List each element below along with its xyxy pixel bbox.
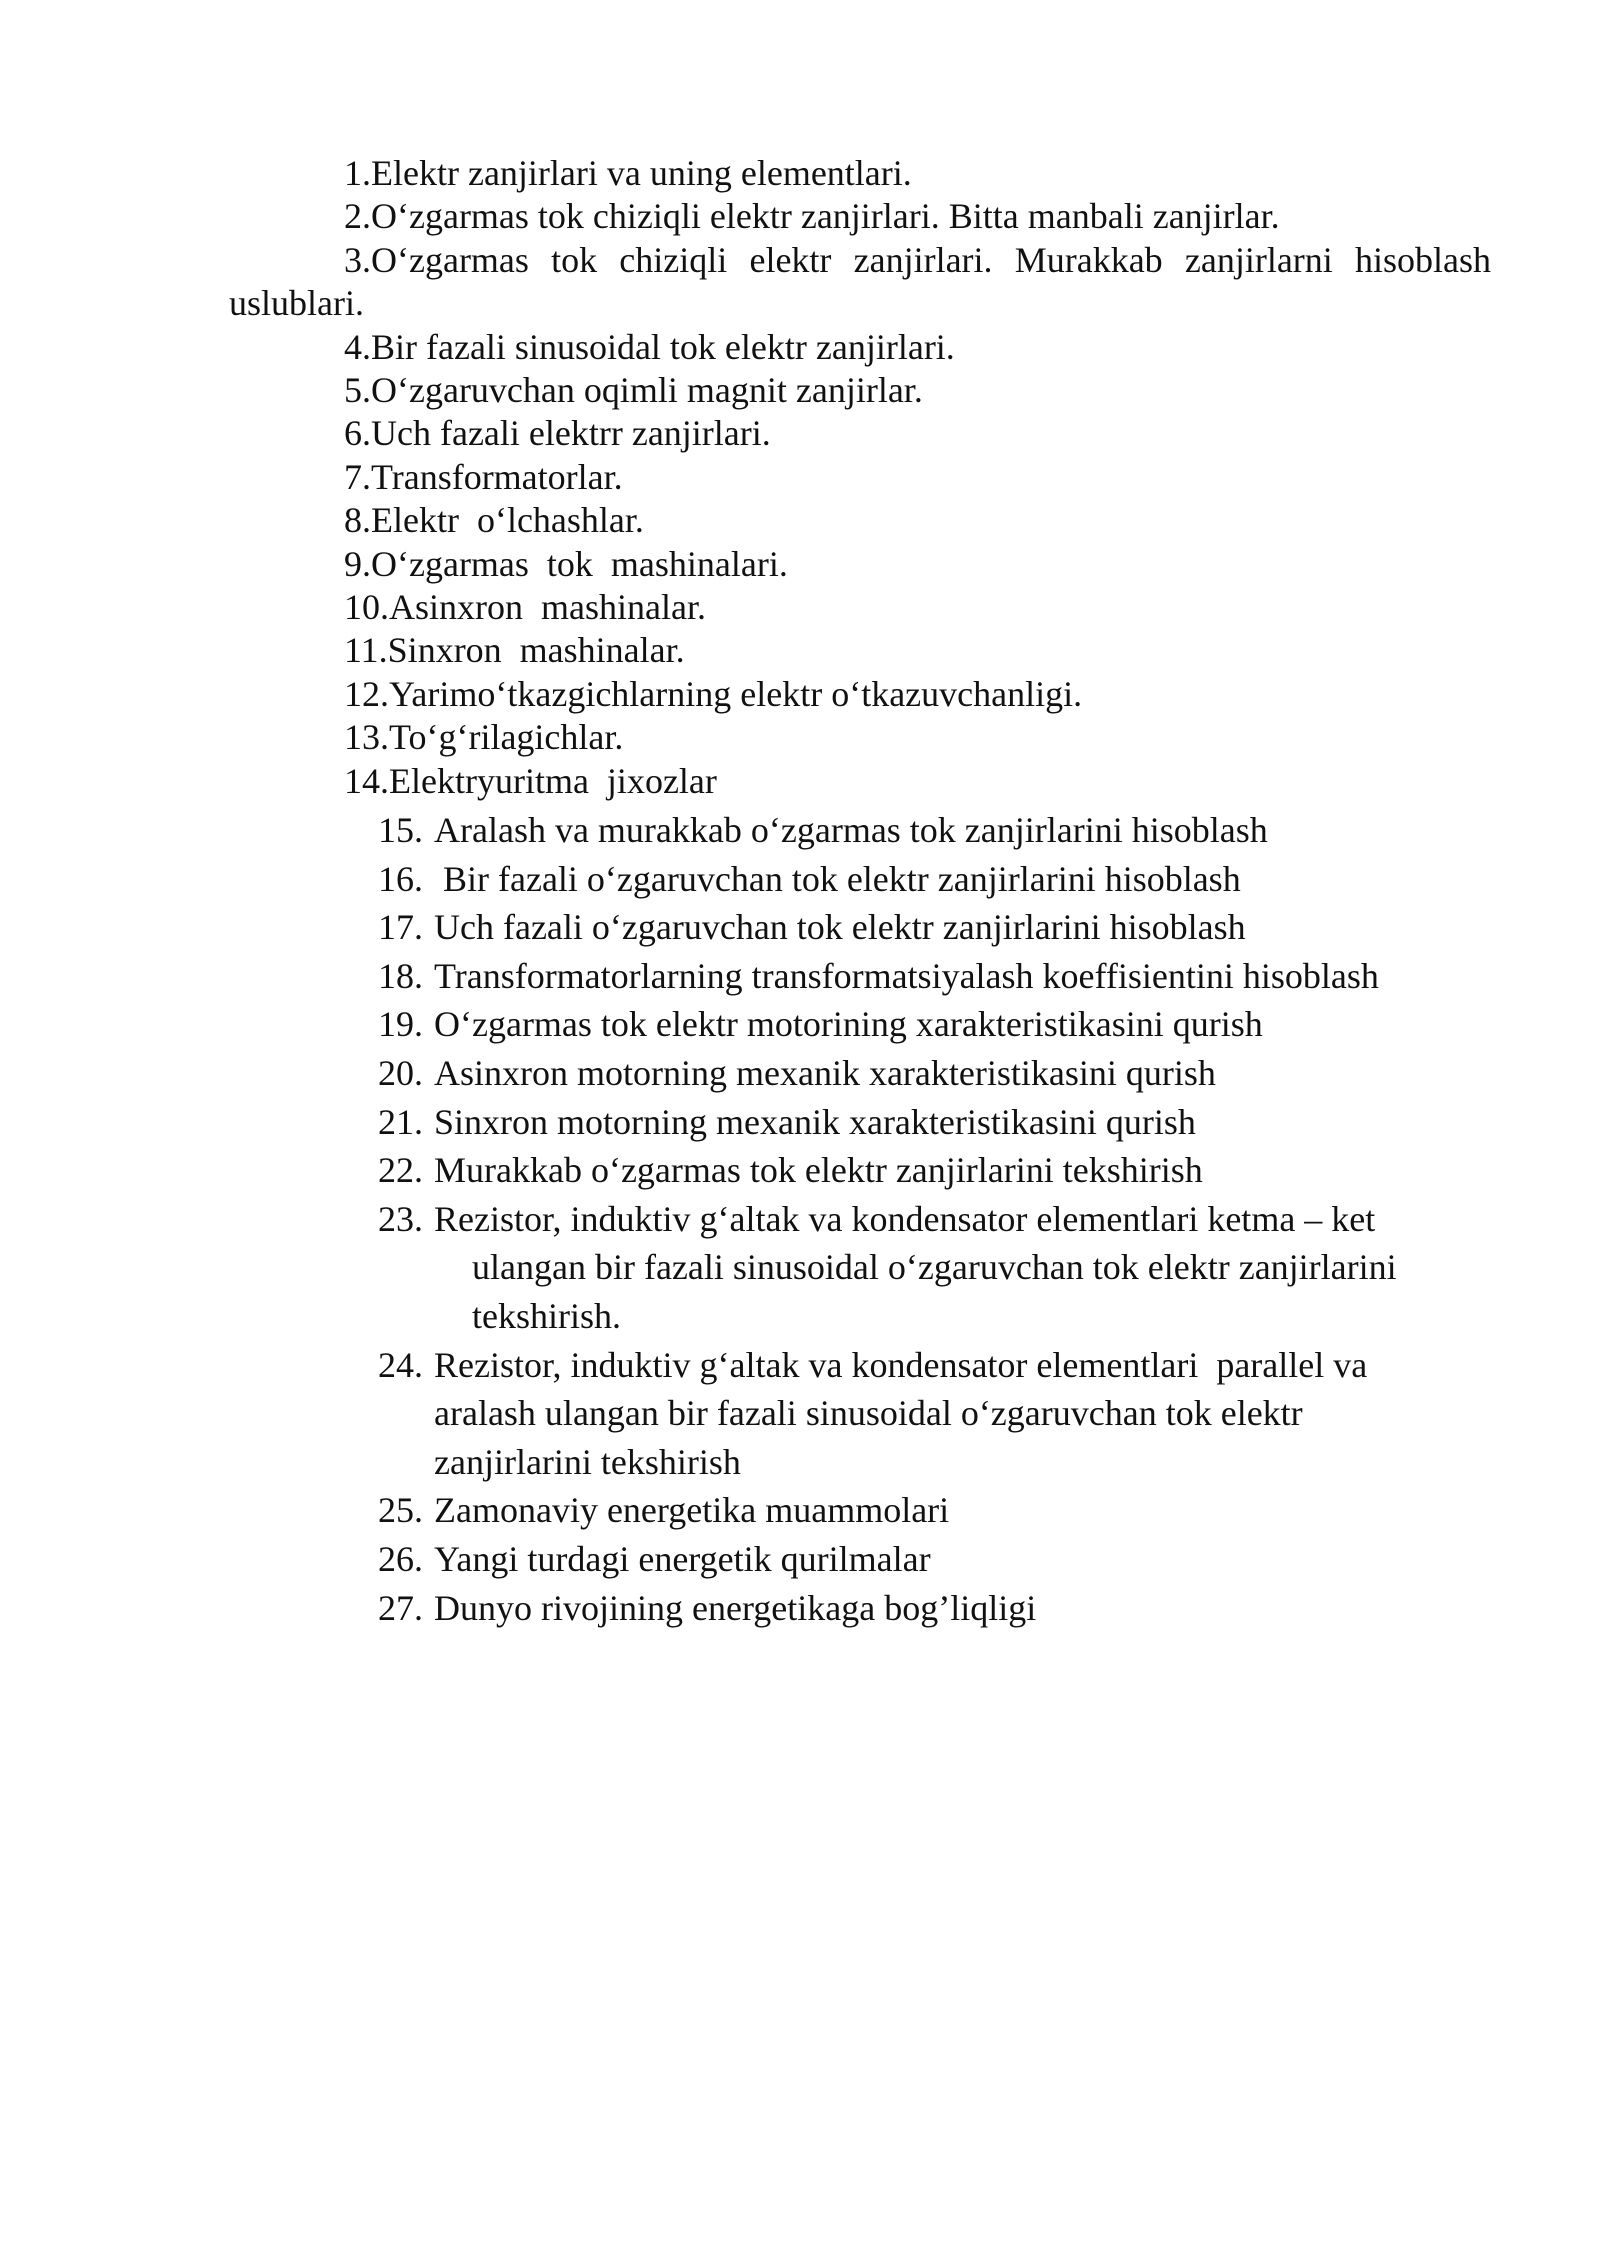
item-number: 17. [378,907,423,948]
list-item [378,1584,1448,1633]
list-item: 10.Asinxron mashinalar. [344,587,706,628]
item-number: 22. [378,1150,423,1191]
list-item: 4.Bir fazali sinusoidal tok elektr zanjirlari. [344,326,955,367]
list-item: 2.O‘zgarmas tok chiziqli elektr zanjirlari. Bitta manbali zanjirlar. [344,196,1280,237]
item-text: Yangi turdagi energetik qurilmalar [434,1538,931,1579]
item-number: 19. [378,1004,423,1045]
list-item [378,903,1448,952]
list-item: 14.Elektryuritma jixozlar [344,760,717,801]
list-item [378,1000,1448,1049]
item-text: Transformatorlarning transformatsiyalash koeffisientini hisoblash [434,955,1379,996]
list-item: 6.Uch fazali elektrr zanjirlari. [344,413,771,454]
list-item: 13.To‘g‘rilagichlar. [344,717,624,758]
item-number: 21. [378,1101,423,1142]
item-text: Uch fazali o‘zgaruvchan tok elektr zanjirlarini hisoblash [434,907,1246,948]
list-item: 1.Elektr zanjirlari va uning elementlari. [344,153,912,193]
list-item [378,806,1448,855]
list-item: 7.Transformatorlar. [344,456,623,497]
item-number: 18. [378,955,423,996]
topic-list-part-1 [229,152,1500,803]
list-item [378,1049,1448,1098]
list-item: 12.Yarimo‘tkazgichlarning elektr o‘tkazuvchanligi. [344,673,1083,714]
item-text: Rezistor, induktiv g‘altak va kondensator elementlari parallel va aralash ulangan bir fazali sinusoidal o‘zgaruvchan tok elektr zanjirlarini tekshirish [434,1344,1377,1482]
list-item [378,855,1448,904]
item-number: 15. [378,810,423,850]
list-item [378,1486,1448,1535]
list-item [378,1195,1448,1341]
item-number: 20. [378,1052,423,1093]
item-text: O‘zgarmas tok elektr motorining xarakteristikasini qurish [434,1004,1263,1045]
list-item [378,1098,1448,1147]
list-item [378,1535,1448,1584]
item-text: Aralash va murakkab o‘zgarmas tok zanjirlarini hisoblash [434,810,1268,850]
list-item [378,1146,1448,1195]
item-text: Asinxron motorning mexanik xarakteristikasini qurish [434,1052,1216,1093]
item-number: 24. [378,1344,423,1385]
list-item: 5.O‘zgaruvchan oqimli magnit zanjirlar. [344,370,923,411]
item-number: 16. [378,858,423,899]
list-item [378,952,1448,1001]
item-number: 23. [378,1198,423,1239]
list-item: 3.O‘zgarmas tok chiziqli elektr zanjirlari. Murakkab zanjirlarni hisoblash uslublari. [229,239,1500,324]
topic-list-part-2 [378,806,1448,1632]
list-item: 11.Sinxron mashinalar. [344,630,685,671]
list-item: 8.Elektr o‘lchashlar. [344,500,644,541]
item-text: Zamonaviy energetika muammolari [434,1490,950,1531]
item-number: 25. [378,1490,423,1531]
item-text: Sinxron motorning mexanik xarakteristikasini qurish [434,1101,1196,1142]
item-text: Bir fazali o‘zgaruvchan tok elektr zanjirlarini hisoblash [434,858,1241,899]
item-text: Rezistor, induktiv g‘altak va kondensator elementlari ketma – ket ulangan bir fazali sinusoidal o‘zgaruvchan tok elektr zanjirlarini tekshirish. [434,1198,1406,1336]
item-text: Murakkab o‘zgarmas tok elektr zanjirlarini tekshirish [434,1150,1203,1191]
item-number: 26. [378,1538,423,1579]
list-item: 9.O‘zgarmas tok mashinalari. [344,543,788,584]
item-text: Dunyo rivojining energetikaga bog’liqligi [434,1587,1037,1628]
item-number: 27. [378,1587,423,1628]
list-item [378,1341,1448,1487]
